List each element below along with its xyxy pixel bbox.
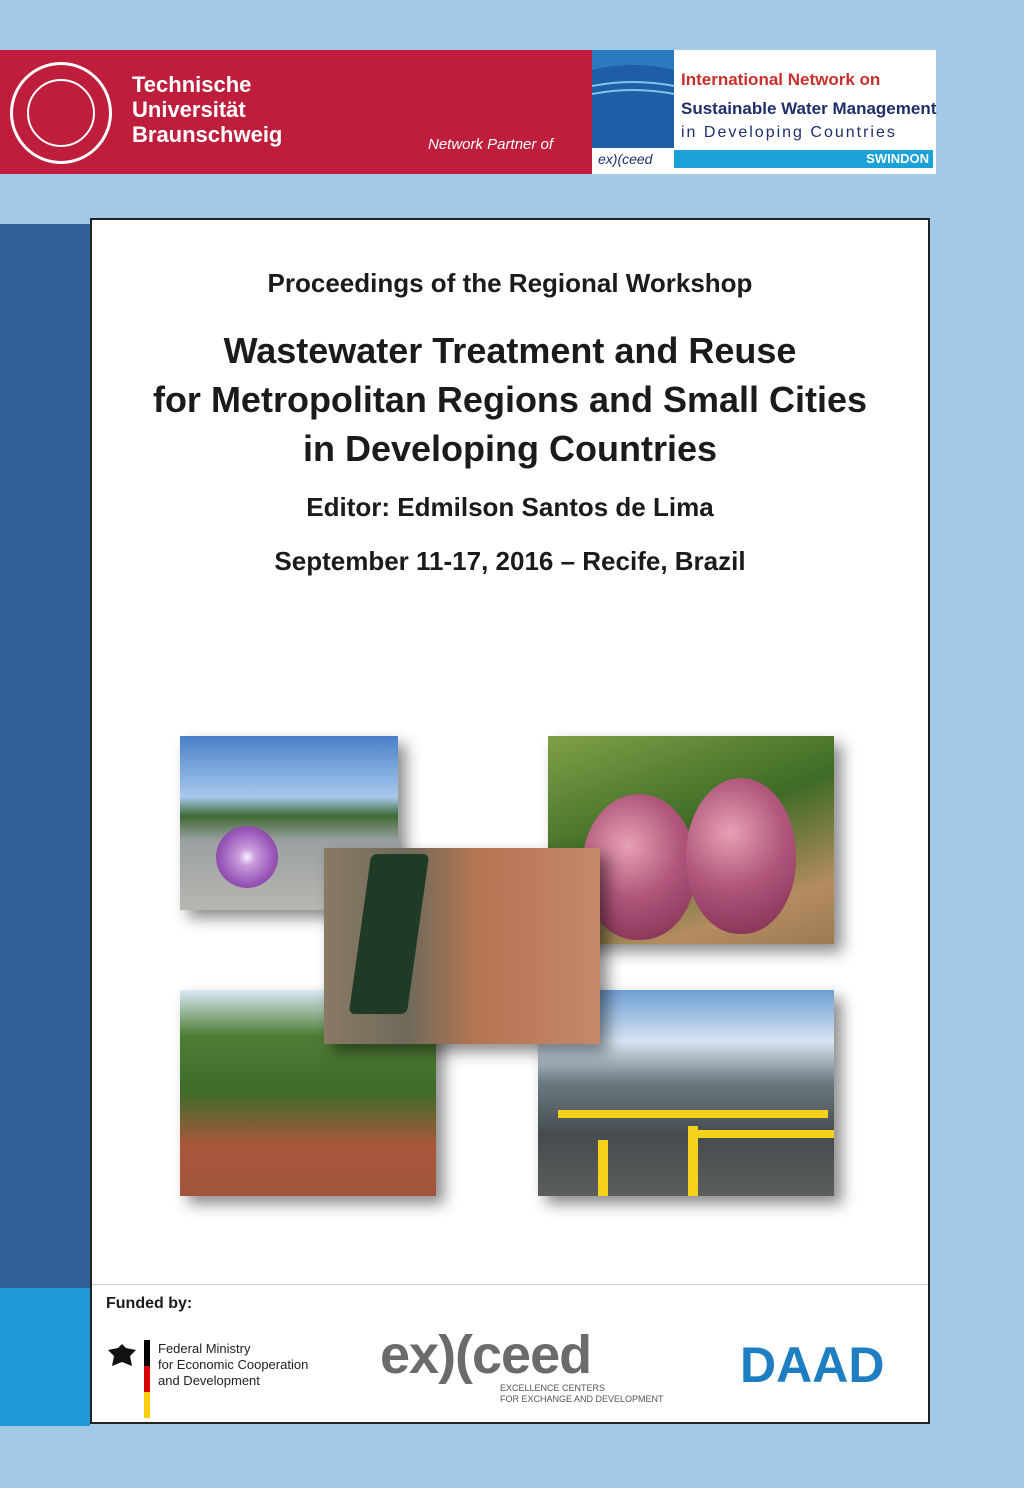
footer-divider xyxy=(92,1284,928,1285)
book-title-line: for Metropolitan Regions and Small Cities xyxy=(152,379,868,420)
pond-shape xyxy=(349,854,429,1014)
federal-eagle-icon xyxy=(106,1342,138,1370)
book-title xyxy=(92,326,928,473)
yellow-railing xyxy=(598,1140,608,1196)
left-accent-strip xyxy=(0,224,90,1288)
bmz-line: Federal Ministry xyxy=(158,1341,251,1356)
yellow-railing xyxy=(688,1130,834,1138)
exceed-tag: ex)(ceed xyxy=(598,151,653,167)
bmz-name xyxy=(158,1341,308,1389)
book-title-line: Wastewater Treatment and Reuse xyxy=(223,330,797,371)
university-seal-inner xyxy=(27,79,95,147)
pre-title: Proceedings of the Regional Workshop xyxy=(267,268,753,298)
date-location-line: September 11-17, 2016 – Recife, Brazil xyxy=(274,546,746,576)
book-title-line: in Developing Countries xyxy=(302,428,718,469)
exceed-subtitle-line: EXCELLENCE CENTERS xyxy=(500,1383,606,1393)
bmz-line: and Development xyxy=(158,1373,260,1388)
exceed-logo: ex)(ceed xyxy=(380,1325,592,1385)
network-title-line1: International Network on xyxy=(681,70,881,89)
left-accent-strip-light xyxy=(0,1288,90,1426)
mango-shape xyxy=(686,778,796,934)
university-name xyxy=(132,72,282,147)
german-flag-bar xyxy=(144,1340,150,1418)
flower-shape xyxy=(216,826,278,888)
university-name-line: Universität xyxy=(132,97,246,122)
exceed-subtitle xyxy=(500,1383,664,1405)
editor-line: Editor: Edmilson Santos de Lima xyxy=(306,492,714,522)
university-name-line: Technische xyxy=(132,72,252,97)
network-title-line2: Sustainable Water Management xyxy=(681,99,937,118)
daad-logo: DAAD xyxy=(740,1337,885,1393)
university-name-line: Braunschweig xyxy=(132,122,283,147)
swindon-label: SWINDON xyxy=(866,151,929,166)
aerial-pond-photo xyxy=(324,848,600,1044)
exceed-subtitle-line: FOR EXCHANGE AND DEVELOPMENT xyxy=(500,1394,664,1404)
bmz-line: for Economic Cooperation xyxy=(158,1357,309,1372)
network-title-line3: in Developing Countries xyxy=(681,124,897,141)
yellow-railing xyxy=(558,1110,828,1118)
network-partner-label: Network Partner of xyxy=(428,136,554,153)
funded-by-label: Funded by: xyxy=(106,1295,193,1312)
